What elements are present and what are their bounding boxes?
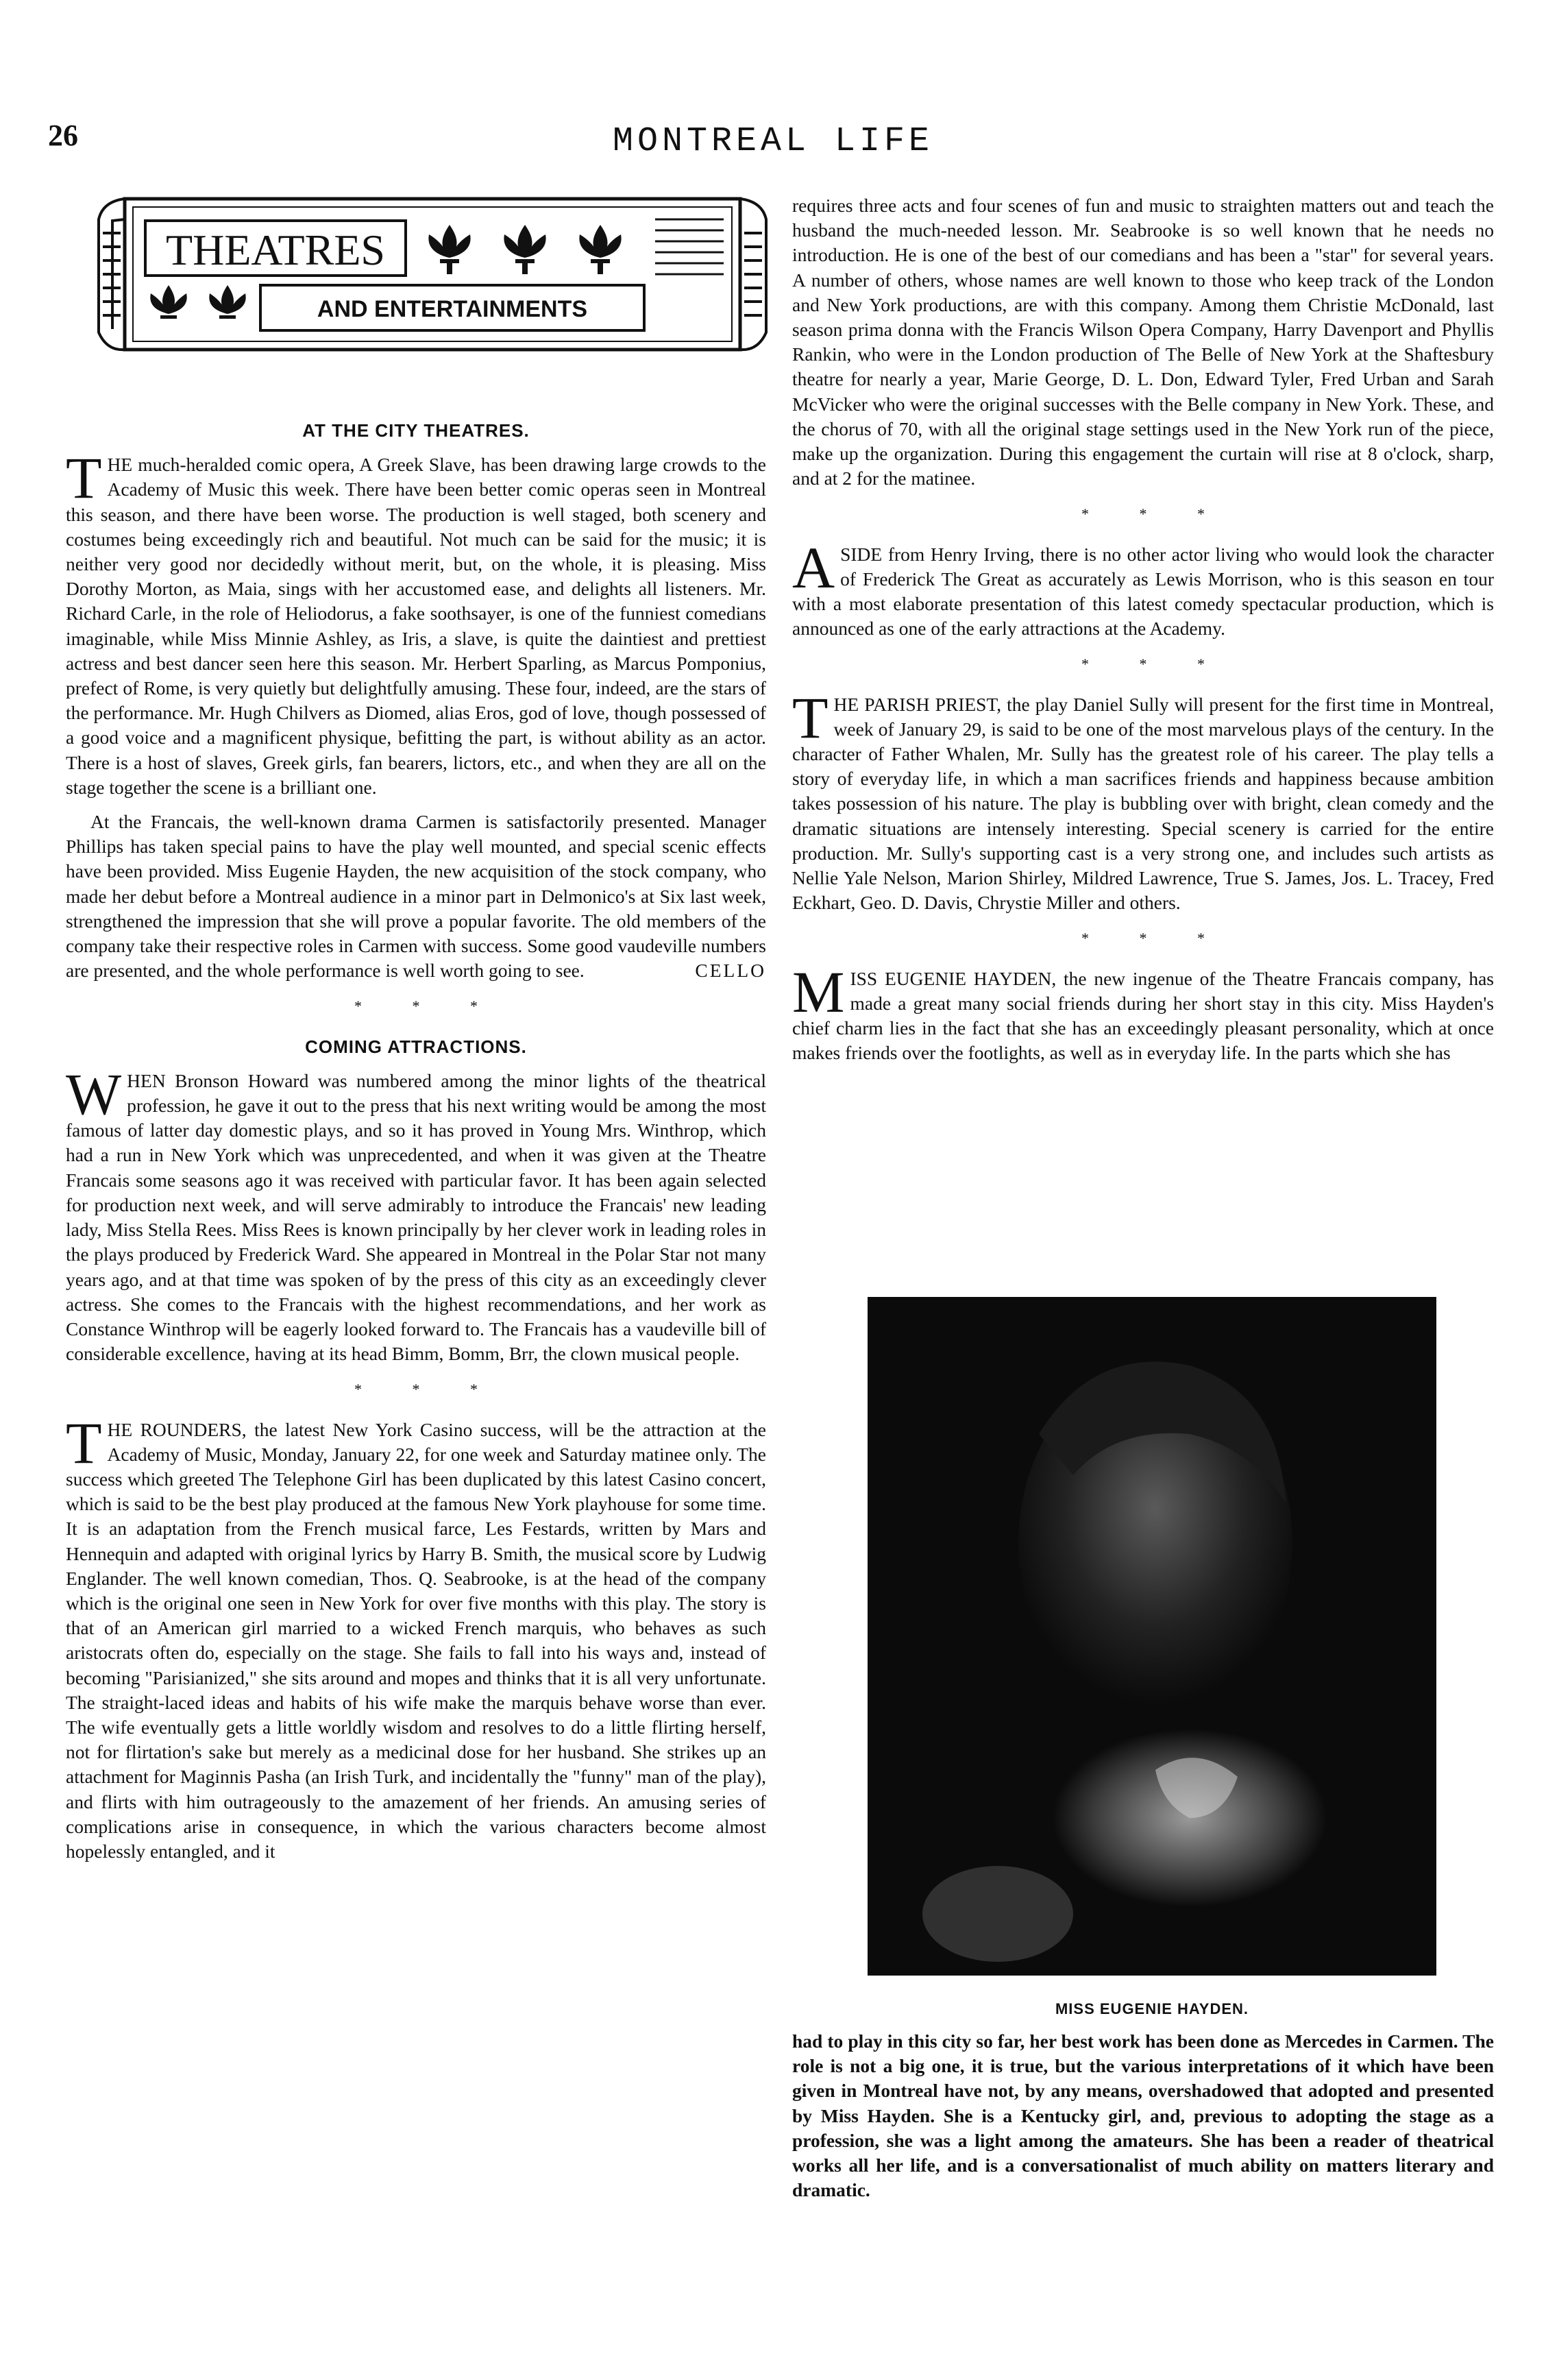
article-text: HE much-heralded comic opera, A Greek Slave, has been drawing large crowds to the Academy of Music this week. There have been better comic operas seen in Montreal this season, and there have been worse. The production is well staged, both scenery and costumes being exceedingly rich and beautiful. Not much can be said for the music; it is neither very good nor decidedly without merit, but, on the whole, it is pleasing. Miss Dorothy Morton, as Maia, sings with her accustomed ease, and delights all listeners. Mr. Richard Carle, in the role of Heliodorus, a fake soothsayer, is one of the funniest comedians imaginable, while Miss Minnie Ashley, as Iris, a slave, is quite the daintiest and prettiest actress and best dancer seen here this season. Mr. Herbert Sparling, as Marcus Pomponius, prefect of Rome, is very quietly but delightfully amusing. These four, indeed, are the stars of the performance. Mr. Hugh Chilvers as Diomed, alias Eros, god of love, though possessed of a good voice and a magnificent physique, befitting the part, is without ability as an actor. There is a host of slaves, Greek girls, fan bearers, lictors, etc., and when they are all on the stage together the scene is a brilliant one. [66, 454, 766, 798]
author-signature: CELLO [695, 960, 766, 982]
page-number: 26 [48, 119, 78, 152]
section-separator: * * * [354, 997, 501, 1015]
photo-caption: MISS EUGENIE HAYDEN. [1055, 2000, 1249, 2017]
article-rounders-continued: requires three acts and four scenes of fun and music to straighten matters out and teach the husband the much-needed lesson. Mr. Seabrooke is so well known that he needs no introduction. He is one of the best of our comedians and has been a "star" for several years. A number of others, whose names are well known to those who keep track of the London and New York productions, are with this company. Among them Christie McDonald, last season prima donna with the Francis Wilson Opera Company, Harry Davenport and Phyllis Rankin, who were in the London production of The Belle of New York at the Shaftesbury theatre for nearly a year, Marie George, D. L. Don, Edward Tyler, Fred Urban and Sarah McVicker who were the original successes with the Belle company in New York. These, and the chorus of 70, with all the original stage settings used in the New York run of the piece, make up the organization. During this engagement the curtain will rise at 8 o'clock, sharp, and at 2 for the matinee. [792, 195, 1494, 489]
left-column [66, 411, 766, 1873]
portrait-image [868, 1297, 1436, 1976]
drop-cap: A [792, 534, 835, 600]
article-text: HE PARISH PRIEST, the play Daniel Sully will present for the first time in Montreal, week of January 29, is said to be one of the most marvelous plays of the century. In the character of Father Whalen, Mr. Sully has the greatest role of his career. The play tells a story of everyday life, in which a man sacrifices friends and happiness because ambition takes possession of his nature. The play is bubbling over with bright, clean comedy and the dramatic situations are intensely interesting. Special scenery is carried for the entire production. Mr. Sully's supporting cast is a very strong one, and includes such artists as Nellie Yale Nelson, Marion Shirley, Mildred Lawrence, True S. James, Jos. L. Tracey, Fred Eckhart, Geo. D. Davis, Chrystie Miller and others. [792, 693, 1494, 914]
section-separator: * * * [1081, 655, 1228, 673]
article-greek-slave [66, 445, 766, 800]
heading-city-theatres: AT THE CITY THEATRES. [302, 420, 530, 441]
article-text: HEN Bronson Howard was numbered among the minor lights of the theatrical profession, he gave it out to the press that his next writing would be among the most famous of latter day domestic plays, and so it has proved in Young Mrs. Winthrop, which had a run in New York which was unprecedented, and when it was given at the Theatre Francais some seasons ago it was received with particular favor. It has been again selected for production next week, and will serve admirably to introduce the Francais' new leading lady, Miss Stella Rees. Miss Rees is known principally by her clever work in leading roles in the plays produced by Frederick Ward. She appeared in Montreal in the Polar Star not many years ago, and at that time was spoken of by the press of this city as an exceedingly clever actress. She comes to the Francais with the highest recommendations, and her work as Constance Winthrop will be eagerly looked forward to. The Francais has a vaudeville bill of considerable excellence, having at its head Bimm, Bomm, Brr, the clown musical people. [66, 1069, 766, 1365]
section-separator: * * * [1081, 930, 1228, 947]
portrait-photo [868, 1297, 1436, 1976]
article-text: ISS EUGENIE HAYDEN, the new ingenue of the Theatre Francais company, has made a great many social friends during her short stay in this city. Miss Hayden's chief charm lies in the fact that she has an exceedingly pleasant personality, which at once makes friends over the footlights, as well as in everyday life. In the parts which she has [792, 967, 1494, 1064]
article-young-mrs-winthrop [66, 1060, 766, 1366]
article-text: SIDE from Henry Irving, there is no other actor living who would look the character of Frederick The Great as accurately as Lewis Morrison, who is this season en tour with a most elaborate presentation of this latest comedy spectacular production, which is announced as one of the early attractions at the Academy. [792, 543, 1494, 640]
scroll-right-ornament [740, 199, 766, 350]
scroll-left-ornament [99, 199, 125, 350]
drop-cap: W [66, 1060, 122, 1127]
article-carmen [66, 810, 766, 983]
article-hayden-continued: had to play in this city so far, her best work has been done as Mercedes in Carmen. The role is not a big one, it is true, but the various interpretations of it which have been given in Montreal have not, by any means, overshadowed that adopted and presented by Miss Hayden. She is a Kentucky girl, and, previous to adopting the stage as a profession, she was a light among the amateurs. She has been a reader of theatrical works all her life, and is a conversationalist of much ability on matters literary and dramatic. [792, 2030, 1494, 2201]
banner-subtitle: AND ENTERTAINMENTS [317, 296, 588, 322]
article-parish-priest [792, 684, 1494, 916]
banner-title: THEATRES [166, 226, 385, 274]
theatres-banner [93, 192, 772, 356]
article-lewis-morrison [792, 534, 1494, 642]
drop-cap: T [66, 445, 102, 511]
drop-cap: M [792, 958, 845, 1025]
article-the-rounders [66, 1409, 766, 1865]
drop-cap: T [66, 1409, 102, 1476]
article-text: HE ROUNDERS, the latest New York Casino success, will be the attraction at the Academy of Music, Monday, January 22, for one week and Saturday matinee only. The success which greeted The Telephone Girl has been duplicated by this latest Casino concert, which is said to be the best play produced at the famous New York playhouse for some time. It is an adaptation from the French musical farce, Les Festards, written by Mars and Hennequin and adapted with original lyrics by Harry B. Smith, the musical score by Ludwig Englander. The well known comedian, Thos. Q. Seabrooke, is at the head of the company which is the original one seen in New York for over five months with this play. The story is that of an American girl married to a wicked French marquis, who behaves as such aristocrats often do, especially on the stage. She fails to fall into his ways and, instead of becoming "Parisianized," she sits around and mopes and thinks that it is all very unfortunate. The straight-laced ideas and habits of his wife make the marquis behave worse than ever. The wife eventually gets a little worldly wisdom and resolves to do a little flirting herself, not for flirtation's sake but merely as a medicinal dose for her husband. She strikes up an attachment for Maginnis Pasha (an Irish Turk, and incidentally the "funny" man of the play), and flirts with him outrageously to the amazement of her friends. An amusing series of complications arise in consequence, in which the various characters become almost hopelessly entangled, and it [66, 1418, 766, 1862]
section-separator: * * * [354, 1381, 501, 1398]
publication-title: MONTREAL LIFE [612, 122, 934, 161]
section-separator: * * * [1081, 505, 1228, 523]
drop-cap: T [792, 684, 829, 751]
heading-coming-attractions: COMING ATTRACTIONS. [305, 1036, 527, 1057]
right-column [792, 193, 1494, 1076]
banner-ribbon-lines [655, 219, 724, 274]
article-text: At the Francais, the well-known drama Carmen is satisfactorily presented. Manager Phillips has taken special pains to have the play well mounted, and special scenic effects have been provided. Miss Eugenie Hayden, the new acquisition of the stock company, who made her debut before a Montreal audience in a minor part in Delmonico's at Six last week, strengthened the impression that she will prove a popular favorite. The old members of the company take their respective roles in Carmen with success. Some good vaudeville numbers are presented, and the whole performance is well worth going to see. [66, 811, 766, 982]
article-eugenie-hayden [792, 958, 1494, 1066]
